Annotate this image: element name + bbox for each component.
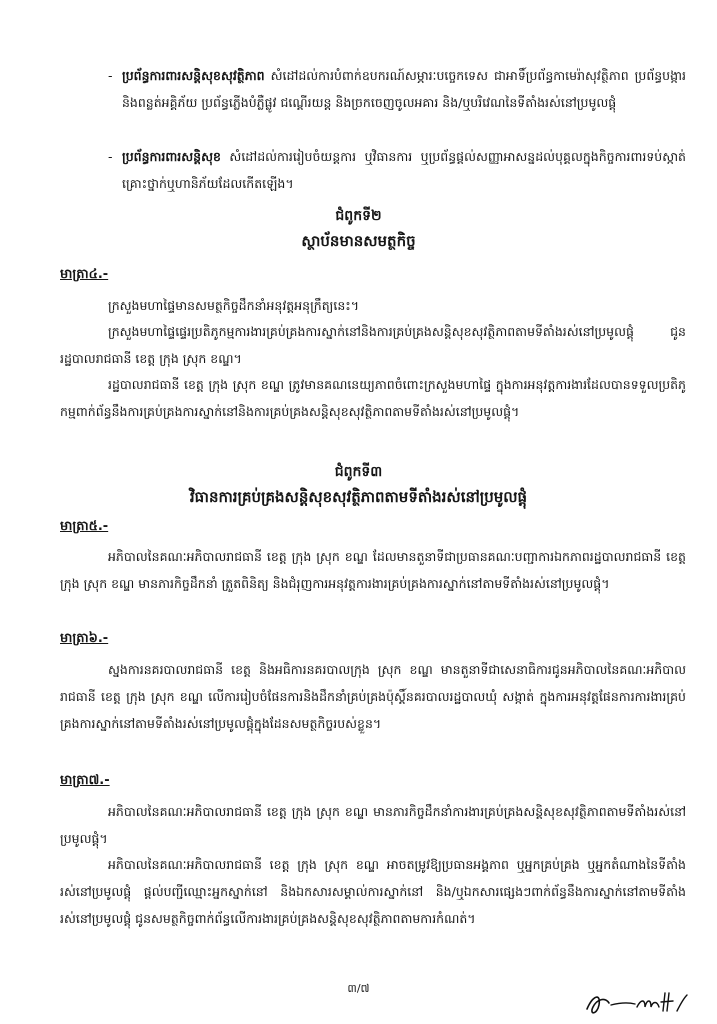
paragraph: ស្នងការនគរបាលរាជធានី ខេត្ត និងអធិការនគរបាលក្រុង ស្រុក ខណ្ឌ មានតួនាទីជាសេនាធិការជូនអភិបាលនៃគណៈអភិបាលរាជធានី ខេត្ត ក្រុង ស្រុក ខណ្ឌ លើការរៀបចំផែនការនិងដឹកនាំគ្រប់គ្រងប៉ុស្តិ៍នគរបាលរដ្ឋបាលឃុំ សង្កាត់ ក្នុងការអនុវត្តផែនការការងារគ្រប់គ្រងការស្នាក់នៅតាមទីតាំងរស់នៅប្រមូលផ្តុំក្នុងដែនសមត្ថកិច្ចរបស់ខ្លួន។	[60, 662, 686, 731]
definition-item	[108, 143, 686, 197]
signature-mark	[583, 985, 693, 1019]
paragraph: អភិបាលនៃគណៈអភិបាលរាជធានី ខេត្ត ក្រុង ស្រុក ខណ្ឌ អាចតម្រូវឱ្យប្រធានអង្គភាព ឬអ្នកគ្រប់គ្រង ឬអ្នកតំណាងនៃទីតាំងរស់នៅប្រមូលផ្តុំ ផ្តល់បញ្ជីឈ្មោះអ្នកស្នាក់នៅ និងឯកសារសម្គាល់ការស្នាក់នៅ និង/ឬឯកសារផ្សេងៗពាក់ព័ន្ធនឹងការស្នាក់នៅតាមទីតាំងរស់នៅប្រមូលផ្តុំ ជូនសមត្ថកិច្ចពាក់ព័ន្ធលើការងារគ្រប់គ្រងសន្តិសុខសុវត្ថិភាពតាមការកំណត់។	[60, 857, 686, 926]
paragraph: រដ្ឋបាលរាជធានី ខេត្ត ក្រុង ស្រុក ខណ្ឌ ត្រូវមានគណនេយ្យភាពចំពោះក្រសួងមហាផ្ទៃ ក្នុងការអនុវត្តការងារដែលបានទទួលប្រតិភូកម្មពាក់ព័ន្ធនឹងការគ្រប់គ្រងការស្នាក់នៅនិងការគ្រប់គ្រងសន្តិសុខសុវត្ថិភាពតាមទីតាំងរស់នៅប្រមូលផ្តុំ។	[60, 377, 686, 419]
paragraph: អភិបាលនៃគណៈអភិបាលរាជធានី ខេត្ត ក្រុង ស្រុក ខណ្ឌ មានភារកិច្ចដឹកនាំការងារគ្រប់គ្រងសន្តិសុខសុវត្ថិភាពតាមទីតាំងរស់នៅប្រមូលផ្តុំ។	[60, 804, 686, 846]
chapter-heading: ជំពូកទី២	[335, 208, 382, 224]
definition-text	[122, 62, 686, 116]
bullet-dash: -	[108, 68, 113, 83]
definition-text	[122, 143, 686, 197]
chapter-title: វិធានការគ្រប់គ្រងសន្តិសុខសុវត្ថិភាពតាមទីតាំងរស់នៅប្រមូលផ្តុំ	[189, 488, 528, 506]
paragraph: ក្រសួងមហាផ្ទៃមានសមត្ថកិច្ចដឹកនាំអនុវត្តអនុក្រឹត្យនេះ។	[108, 298, 360, 313]
chapter-title: ស្ថាប័នមានសមត្ថកិច្ច	[301, 232, 416, 250]
chapter-heading: ជំពូកទី៣	[334, 464, 383, 480]
definition-item	[108, 62, 686, 116]
definition-term: ប្រព័ន្ធការពារសន្តិសុខ	[122, 149, 221, 164]
article-label: មាត្រា៦.-	[60, 631, 109, 646]
article-label: មាត្រា៤.-	[60, 267, 109, 282]
article-label: មាត្រា៧.-	[60, 773, 110, 788]
page-number: ៣/៧	[347, 982, 370, 995]
definition-term: ប្រព័ន្ធការពារសន្តិសុខសុវត្ថិភាព	[122, 68, 265, 83]
definition-body: សំដៅដល់ការរៀបចំយន្តការ ឬវិធានការ ឬប្រព័ន្ធផ្តល់សញ្ញាអាសន្នដល់បុគ្គលក្នុងកិច្ចការពារទប់ស្កាត់គ្រោះថ្នាក់ឬហានិភ័យដែលកើតឡើង។	[122, 149, 686, 191]
paragraph: ក្រសួងមហាផ្ទៃផ្ទេរប្រតិភូកម្មការងារគ្រប់គ្រងការស្នាក់នៅនិងការគ្រប់គ្រងសន្តិសុខសុវត្ថិភាពតាមទីតាំងរស់នៅប្រមូលផ្តុំ ជូនរដ្ឋបាលរាជធានី ខេត្ត ក្រុង ស្រុក ខណ្ឌ។	[60, 324, 686, 366]
article-label: មាត្រា៥.-	[60, 519, 109, 534]
paragraph: អភិបាលនៃគណៈអភិបាលរាជធានី ខេត្ត ក្រុង ស្រុក ខណ្ឌ ដែលមានតួនាទីជាប្រធានគណៈបញ្ជាការឯកភាពរដ្ឋបាលរាជធានី ខេត្ត ក្រុង ស្រុក ខណ្ឌ មានភារកិច្ចដឹកនាំ ត្រួតពិនិត្យ និងជំរុញការអនុវត្តការងារគ្រប់គ្រងការស្នាក់នៅតាមទីតាំងរស់នៅប្រមូលផ្តុំ។	[60, 549, 686, 591]
bullet-dash: -	[108, 149, 113, 164]
definition-body: សំដៅដល់ការបំពាក់ឧបករណ៍សម្ភារៈបច្ចេកទេស ជាអាទិ៍ប្រព័ន្ធកាមេរ៉ាសុវត្ថិភាព ប្រព័ន្ធបង្ការនិងពន្លត់អគ្គិភ័យ ប្រព័ន្ធភ្លើងបំភ្លឺផ្លូវ ជណ្តើរយន្ត និងច្រកចេញចូលអគារ និង/ឬបរិវេណនៃទីតាំងរស់នៅប្រមូលផ្តុំ	[122, 68, 686, 110]
